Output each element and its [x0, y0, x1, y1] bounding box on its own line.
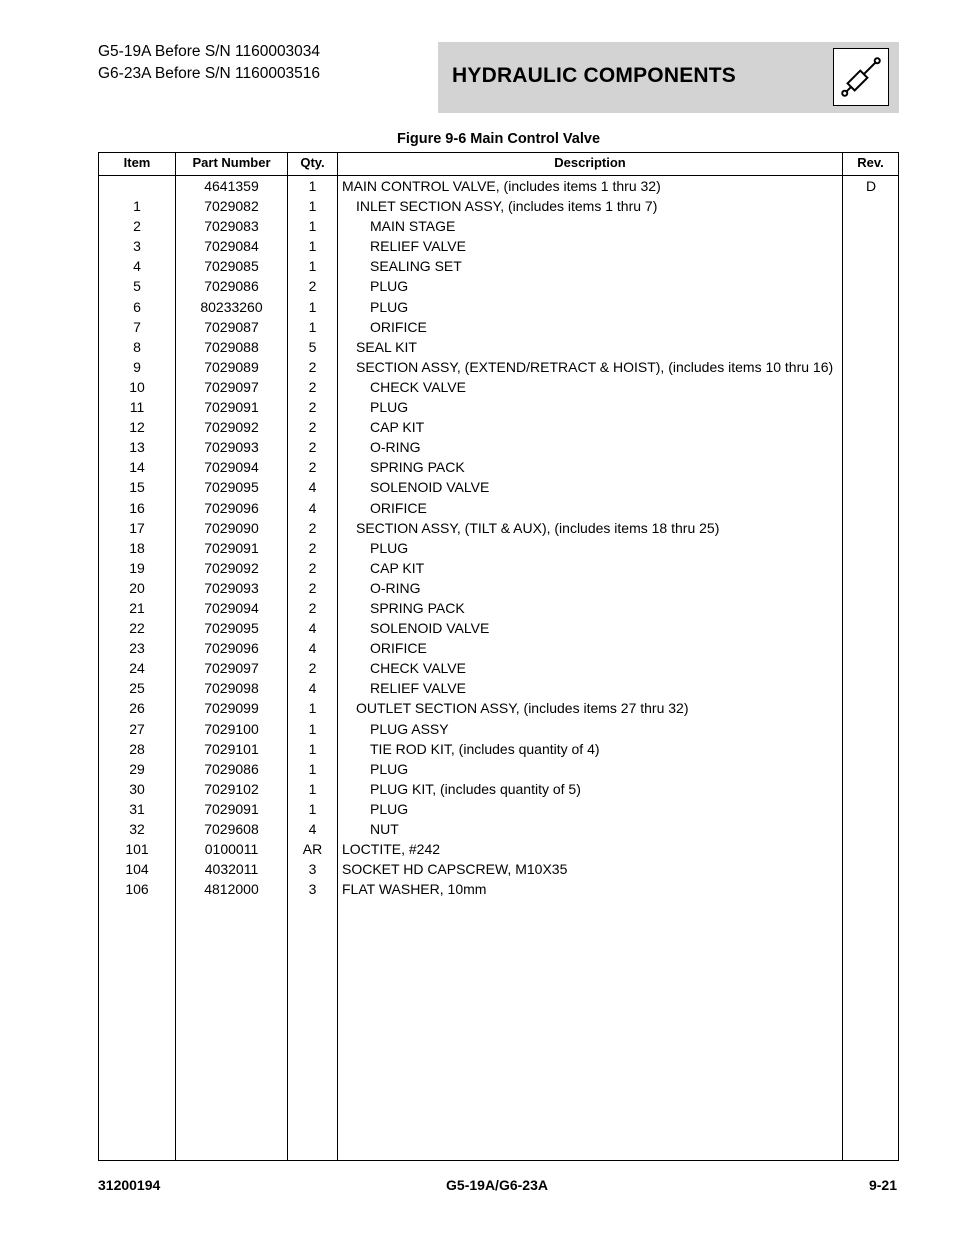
qty-cell: 1: [308, 720, 317, 737]
table-row: [99, 436, 898, 456]
table-row: [99, 497, 898, 517]
table-row: [99, 517, 898, 537]
description-cell: SECTION ASSY, (EXTEND/RETRACT & HOIST), (includes items 10 thru 16): [356, 358, 834, 375]
qty-cell: 4: [308, 620, 317, 637]
qty-cell: 1: [308, 318, 317, 335]
qty-cell: 2: [308, 399, 317, 416]
qty-cell: 2: [308, 599, 317, 616]
qty-cell: 1: [308, 198, 317, 215]
description-cell: SPRING PACK: [370, 459, 465, 476]
table-row: [99, 396, 898, 416]
qty-cell: AR: [302, 841, 323, 858]
qty-cell: 1: [308, 780, 317, 797]
model-line: G6-23A Before S/N 1160003516: [98, 65, 321, 82]
item-cell: 29: [129, 760, 145, 777]
part-number-cell: 7029094: [204, 459, 259, 476]
footer-model: G5-19A/G6-23A: [446, 1177, 548, 1193]
description-cell: SECTION ASSY, (TILT & AUX), (includes items 18 thru 25): [356, 519, 720, 536]
item-cell: 5: [133, 278, 141, 295]
part-number-cell: 7029095: [204, 620, 259, 637]
qty-cell: 2: [308, 439, 317, 456]
item-cell: 8: [133, 338, 141, 355]
item-cell: 101: [125, 841, 149, 858]
table-row: [99, 858, 898, 878]
description-cell: TIE ROD KIT, (includes quantity of 4): [370, 740, 600, 757]
item-cell: 26: [129, 700, 145, 717]
part-number-cell: 7029089: [204, 358, 259, 375]
model-applicability: [98, 41, 320, 85]
qty-cell: 2: [308, 278, 317, 295]
column-header-qty: Qty.: [300, 155, 325, 170]
description-cell: PLUG: [370, 399, 409, 416]
table-row: [99, 557, 898, 577]
column-header-part-number: Part Number: [192, 155, 271, 170]
figure-title: Figure 9-6 Main Control Valve: [396, 131, 601, 147]
description-cell: CHECK VALVE: [370, 378, 466, 395]
item-cell: 6: [133, 298, 141, 315]
item-cell: 2: [133, 218, 141, 235]
part-number-cell: 7029091: [204, 800, 259, 817]
part-number-cell: 7029093: [204, 439, 259, 456]
part-number-cell: 4032011: [204, 861, 259, 878]
hydraulic-cylinder-icon: [833, 48, 889, 106]
part-number-cell: 7029087: [204, 318, 259, 335]
table-row: [99, 577, 898, 597]
column-header-item: Item: [123, 155, 151, 170]
qty-cell: 1: [308, 700, 317, 717]
item-cell: 21: [129, 599, 145, 616]
qty-cell: 2: [308, 459, 317, 476]
table-row: [99, 617, 898, 637]
item-cell: 11: [129, 399, 145, 416]
document-number: 31200194: [98, 1177, 161, 1193]
table-row: [99, 255, 898, 275]
qty-cell: 4: [308, 821, 317, 837]
description-cell: INLET SECTION ASSY, (includes items 1 thru 7): [356, 198, 658, 215]
table-row: [99, 657, 898, 677]
item-cell: 22: [129, 620, 145, 637]
parts-table: [98, 152, 899, 1161]
description-cell: LOCTITE, #242: [342, 841, 441, 858]
column-header-description: Description: [554, 155, 626, 170]
item-cell: 20: [129, 579, 145, 596]
part-number-cell: 7029083: [204, 218, 259, 235]
item-cell: 16: [129, 499, 145, 516]
part-number-cell: 7029100: [204, 720, 259, 737]
rev-cell: D: [865, 178, 877, 194]
item-cell: 4: [133, 258, 141, 275]
part-number-cell: 7029094: [204, 599, 259, 616]
qty-cell: 5: [308, 338, 317, 355]
qty-cell: 3: [308, 861, 317, 878]
item-cell: 24: [129, 660, 145, 677]
table-row: [99, 175, 898, 195]
part-number-cell: 7029082: [204, 198, 259, 215]
description-cell: FLAT WASHER, 10mm: [342, 881, 487, 898]
description-cell: CAP KIT: [370, 559, 425, 576]
description-cell: ORIFICE: [370, 499, 427, 516]
table-body: [99, 175, 898, 898]
part-number-cell: 4641359: [204, 178, 259, 194]
item-cell: 14: [129, 459, 145, 476]
description-cell: RELIEF VALVE: [370, 238, 466, 255]
item-cell: 7: [133, 318, 141, 335]
qty-cell: 4: [308, 479, 317, 496]
table-row: [99, 336, 898, 356]
part-number-cell: 7029096: [204, 640, 259, 657]
section-banner: [438, 42, 899, 113]
part-number-cell: 7029098: [204, 680, 259, 697]
description-cell: PLUG: [370, 278, 409, 295]
item-cell: 32: [129, 821, 145, 837]
part-number-cell: 7029096: [204, 499, 259, 516]
table-row: [99, 677, 898, 697]
item-cell: 1: [133, 198, 141, 215]
table-row: [99, 356, 898, 376]
table-row: [99, 316, 898, 336]
page-number: 9-21: [868, 1177, 897, 1193]
description-cell: PLUG: [370, 298, 409, 315]
qty-cell: 2: [308, 419, 317, 436]
part-number-cell: 7029092: [204, 419, 259, 436]
table-row: [99, 838, 898, 858]
part-number-cell: 7029086: [204, 760, 259, 777]
description-cell: ORIFICE: [370, 640, 427, 657]
qty-cell: 1: [308, 218, 317, 235]
description-cell: PLUG: [370, 539, 409, 556]
description-cell: SOCKET HD CAPSCREW, M10X35: [342, 861, 568, 878]
part-number-cell: 7029090: [204, 519, 259, 536]
table-row: [99, 537, 898, 557]
description-cell: MAIN STAGE: [370, 218, 456, 235]
item-cell: 28: [129, 740, 145, 757]
item-cell: 15: [129, 479, 145, 496]
description-cell: NUT: [370, 821, 399, 837]
qty-cell: 1: [308, 760, 317, 777]
description-cell: O-RING: [370, 439, 421, 456]
item-cell: 3: [133, 238, 141, 255]
table-row: [99, 235, 898, 255]
item-cell: 17: [129, 519, 145, 536]
table-row: [99, 376, 898, 396]
part-number-cell: 0100011: [204, 841, 259, 858]
part-number-cell: 7029099: [204, 700, 259, 717]
qty-cell: 2: [308, 559, 317, 576]
table-row: [99, 738, 898, 758]
table-row: [99, 878, 898, 898]
part-number-cell: 7029088: [204, 338, 259, 355]
item-cell: 19: [129, 559, 145, 576]
qty-cell: 1: [308, 238, 317, 255]
item-cell: 13: [129, 439, 145, 456]
qty-cell: 1: [308, 800, 317, 817]
item-cell: 104: [125, 861, 149, 878]
description-cell: SEALING SET: [370, 258, 462, 275]
item-cell: 12: [129, 419, 145, 436]
part-number-cell: 7029097: [204, 660, 259, 677]
item-cell: 31: [129, 800, 145, 817]
table-row: [99, 416, 898, 436]
table-row: [99, 215, 898, 235]
description-cell: RELIEF VALVE: [370, 680, 466, 697]
part-number-cell: 7029101: [204, 740, 259, 757]
part-number-cell: 7029608: [204, 821, 259, 837]
qty-cell: 2: [308, 519, 317, 536]
qty-cell: 2: [308, 539, 317, 556]
item-cell: 25: [129, 680, 145, 697]
table-row: [99, 718, 898, 738]
part-number-cell: 4812000: [204, 881, 259, 898]
item-cell: 9: [133, 358, 141, 375]
qty-cell: 1: [308, 178, 317, 194]
description-cell: CAP KIT: [370, 419, 425, 436]
part-number-cell: 7029092: [204, 559, 259, 576]
part-number-cell: 7029102: [204, 780, 259, 797]
part-number-cell: 7029095: [204, 479, 259, 496]
qty-cell: 2: [308, 358, 317, 375]
description-cell: O-RING: [370, 579, 421, 596]
part-number-cell: 7029091: [204, 399, 259, 416]
section-title: HYDRAULIC COMPONENTS: [452, 64, 737, 87]
description-cell: PLUG KIT, (includes quantity of 5): [370, 780, 581, 797]
qty-cell: 2: [308, 579, 317, 596]
part-number-cell: 80233260: [200, 298, 263, 315]
description-cell: OUTLET SECTION ASSY, (includes items 27 thru 32): [356, 700, 689, 717]
table-row: [99, 818, 898, 838]
table-row: [99, 597, 898, 617]
description-cell: ORIFICE: [370, 318, 427, 335]
description-cell: CHECK VALVE: [370, 660, 466, 677]
qty-cell: 2: [308, 660, 317, 677]
qty-cell: 3: [308, 881, 317, 898]
item-cell: 27: [129, 720, 145, 737]
description-cell: SEAL KIT: [356, 338, 417, 355]
description-cell: SPRING PACK: [370, 599, 465, 616]
description-cell: PLUG ASSY: [370, 720, 449, 737]
table-row: [99, 275, 898, 295]
table-row: [99, 637, 898, 657]
qty-cell: 1: [308, 740, 317, 757]
table-row: [99, 195, 898, 215]
description-cell: PLUG: [370, 760, 409, 777]
qty-cell: 2: [308, 378, 317, 395]
column-header-rev: Rev.: [857, 155, 884, 170]
table-row: [99, 798, 898, 818]
item-cell: 106: [125, 881, 149, 898]
table-row: [99, 697, 898, 717]
description-cell: SOLENOID VALVE: [370, 620, 490, 637]
table-row: [99, 296, 898, 316]
part-number-cell: 7029091: [204, 539, 259, 556]
item-cell: 23: [129, 640, 145, 657]
qty-cell: 4: [308, 680, 317, 697]
table-row: [99, 758, 898, 778]
qty-cell: 4: [308, 640, 317, 657]
part-number-cell: 7029097: [204, 378, 259, 395]
item-cell: 30: [129, 780, 145, 797]
item-cell: 10: [129, 378, 145, 395]
part-number-cell: 7029086: [204, 278, 259, 295]
qty-cell: 1: [308, 298, 317, 315]
item-cell: 18: [129, 539, 145, 556]
part-number-cell: 7029093: [204, 579, 259, 596]
table-row: [99, 456, 898, 476]
table-row: [99, 476, 898, 496]
description-cell: SOLENOID VALVE: [370, 479, 490, 496]
table-row: [99, 778, 898, 798]
description-cell: PLUG: [370, 800, 409, 817]
model-line: G5-19A Before S/N 1160003034: [98, 43, 321, 60]
description-cell: MAIN CONTROL VALVE, (includes items 1 thru 32): [342, 178, 661, 194]
qty-cell: 1: [308, 258, 317, 275]
part-number-cell: 7029085: [204, 258, 259, 275]
part-number-cell: 7029084: [204, 238, 259, 255]
qty-cell: 4: [308, 499, 317, 516]
